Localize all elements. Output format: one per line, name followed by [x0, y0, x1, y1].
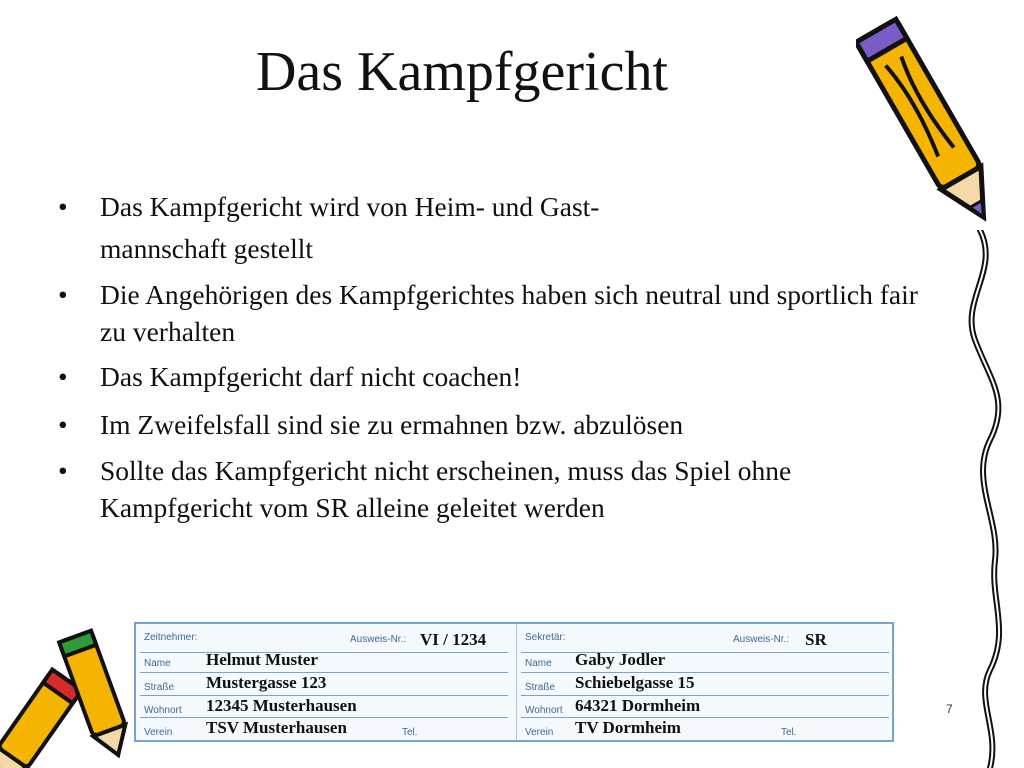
street-label: Straße — [144, 682, 175, 693]
page-number: 7 — [946, 702, 953, 716]
bullet-text: Sollte das Kampfgericht nicht erscheinen, muss das Spiel ohne Kampfgericht vom SR alleine geleitet werden — [100, 455, 792, 523]
bullet-item — [56, 276, 936, 350]
timekeeper-street-value: Mustergasse 123 — [206, 673, 327, 692]
bullet-text: Das Kampfgericht darf nicht coachen! — [100, 361, 522, 392]
timekeeper-id-value: VI / 1234 — [420, 630, 487, 649]
bullet-list — [56, 186, 936, 532]
tel-label: Tel. — [781, 727, 797, 738]
club-label: Verein — [525, 727, 554, 738]
secretary-name-value: Gaby Jodler — [575, 650, 666, 669]
secretary-street-value: Schiebelgasse 15 — [575, 673, 695, 692]
slide-title: Das Kampfgericht — [255, 41, 669, 103]
timekeeper-club-value: TSV Musterhausen — [206, 718, 347, 737]
pencil-icon — [0, 612, 150, 768]
secretary-city-value: 64321 Dormheim — [575, 696, 701, 715]
tel-label: Tel. — [402, 727, 418, 738]
scoresheet-form — [134, 622, 894, 742]
timekeeper-section — [136, 624, 514, 740]
bullet-text: Im Zweifelsfall sind sie zu ermahnen bzw. abzulösen — [100, 409, 684, 440]
secretary-label: Sekretär: — [525, 632, 566, 643]
name-label: Name — [525, 658, 552, 669]
bullet-text-continued: mannschaft gestellt — [100, 233, 314, 264]
bullet-text: Das Kampfgericht wird von Heim- und Gast- — [100, 191, 600, 222]
id-number-label: Ausweis-Nr.: — [733, 634, 790, 645]
secretary-section — [516, 624, 895, 740]
bullet-item — [56, 186, 936, 270]
city-label: Wohnort — [525, 705, 563, 716]
club-label: Verein — [144, 727, 173, 738]
secretary-id-value: SR — [805, 630, 827, 649]
bullet-text: Die Angehörigen des Kampfgerichtes haben sich neutral und sportlich fair zu verhalten — [100, 279, 918, 347]
bullet-item — [56, 452, 936, 526]
timekeeper-label: Zeitnehmer: — [144, 632, 198, 643]
street-label: Straße — [525, 682, 556, 693]
pencil-icon — [856, 6, 1006, 246]
city-label: Wohnort — [144, 705, 182, 716]
timekeeper-city-value: 12345 Musterhausen — [206, 696, 357, 715]
bullet-item — [56, 404, 936, 446]
secretary-club-value: TV Dormheim — [575, 718, 681, 737]
squiggle-line — [920, 230, 1024, 768]
timekeeper-name-value: Helmut Muster — [206, 650, 318, 669]
name-label: Name — [144, 658, 171, 669]
id-number-label: Ausweis-Nr.: — [350, 634, 407, 645]
form-rule — [140, 652, 508, 653]
bullet-item — [56, 356, 936, 398]
